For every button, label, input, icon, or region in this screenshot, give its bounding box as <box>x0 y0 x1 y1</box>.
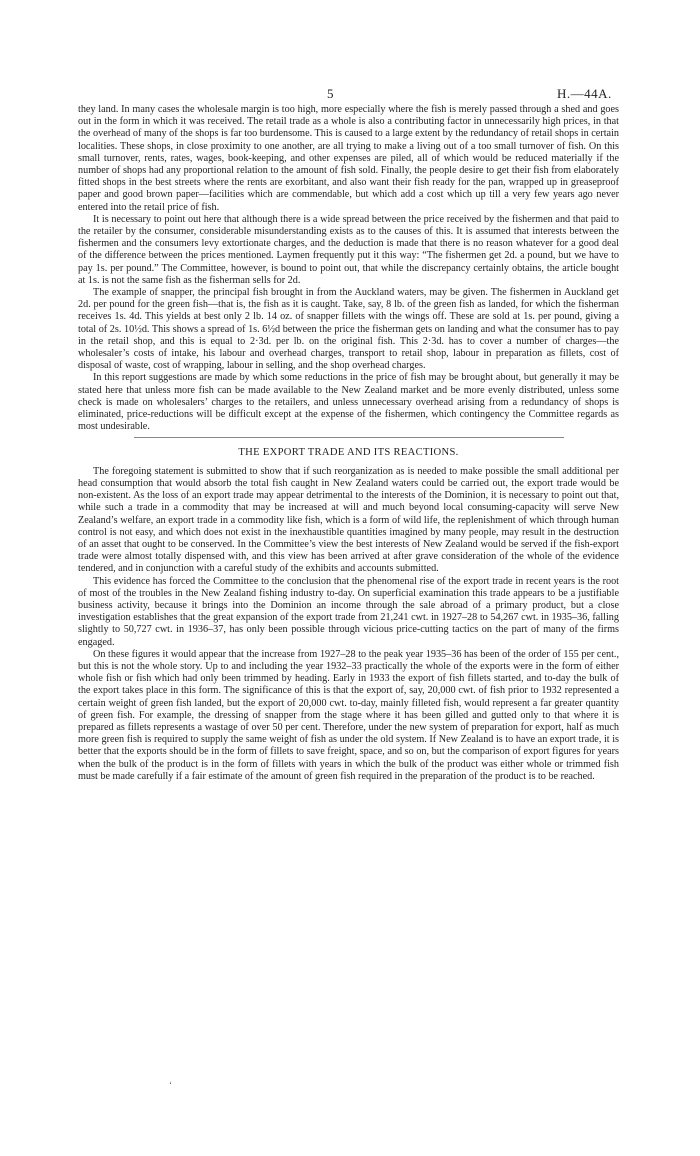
stray-mark: ‘ <box>169 1080 172 1090</box>
page-header <box>0 86 700 106</box>
document-code: H.—44A. <box>557 86 612 101</box>
section-heading: THE EXPORT TRADE AND ITS REACTIONS. <box>238 447 459 459</box>
paragraph: It is necessary to point out here that although there is a wide spread between the price received by the fishermen and that paid to the retailer by the consumer, considerable misunderstanding exists as to the causes of this. It is assumed that interests between the fishermen and the consumers levy extortionate charges, and the deduction is made that there is no reason whatever for a good deal of the difference between the prices mentioned. Laymen frequently put it this way: “The fishermen get 2d. a pound, but we have to pay 1s. per pound.” The Committee, however, is bound to point out, that while the discrepancy certainly obtains, the article bought at 1s. is not the same fish as the fisherman sells for 2d. <box>78 213 619 286</box>
paragraph: In this report suggestions are made by which some reductions in the price of fish may be brought about, but generally it may be stated here that unless more fish can be made available to the New Zealand market and be more evenly distributed, unless some check is made on wholesalers’ charges to the retailers, and unless unnecessary overhead arising from a redundancy of shops is eliminated, price-reductions will be difficult except at the expense of the fishermen, which contingency the Committee regards as most undesirable. <box>78 372 619 433</box>
paragraph: This evidence has forced the Committee to the conclusion that the phenomenal rise of the export trade in recent years is the root of most of the troubles in the New Zealand fishing industry to-day. On superficial examination this trade appears to be a justifiable business activity, because it brings into the Dominion an income through the sale abroad of a primary product, but a close investigation establishes that the great expansion of the export trade from 21,241 cwt. in 1927–28 to 54,267 cwt. in 1935–36, falling slightly to 50,727 cwt. in 1936–37, has only been possible through vicious price-cutting tactics on the part of many of the firms engaged. <box>78 575 619 648</box>
section-divider <box>134 437 564 438</box>
paragraph: The foregoing statement is submitted to show that if such reorganization as is needed to make possible the small additional per head consumption that would absorb the total fish caught in New Zealand waters could be carried out, the export trade would be non-existent. As the loss of an export trade may appear detrimental to the interests of the Dominion, it is necessary to point out that, while such a trade in a commodity that may be increased at will and much beyond local consuming-capacity will serve New Zealand’s welfare, an export trade in a commodity like fish, which is a form of wild life, the replenishment of which through human control is not easy, and which does not exist in the inexhaustible quantities imagined by many people, may result in the destruction of an asset that ought to be conserved. In the Committee’s view the best interests of New Zealand would be served if the fish-export trade were almost totally dispensed with, and this view has been arrived at after grave consideration of the whole of the evidence tendered, and in conjunction with a careful study of the exhibits and accounts submitted. <box>78 465 619 575</box>
paragraph: The example of snapper, the principal fish brought in from the Auckland waters, may be given. The fishermen in Auckland get 2d. per pound for the green fish—that is, the fish as it is caught. Take, say, 8 lb. of the green fish as landed, for which the fisherman receives 1s. 4d. This yields at best only 2 lb. 14 oz. of snapper fillets with the wings off. These are sold at 1s. per pound, giving a total of 2s. 10½d. This shows a spread of 1s. 6½d between the price the fisherman gets on landing and what the consumer has to pay in the retail shop, and this is equal to 2·3d. per lb. on the original fish. This 2·3d. has to cover a number of charges—the wholesaler’s costs of intake, his labour and overhead charges, transport to retail shop, labour in preparation as fillets, cost of disposal of waste, cost of wrapping, labour in selling, and the shop overhead charges. <box>78 287 619 372</box>
paragraph: On these figures it would appear that the increase from 1927–28 to the peak year 1935–36 has been of the order of 155 per cent., but this is not the whole story. Up to and including the year 1932–33 practically the whole of the exports were in the form of either whole fish or fish which had only been trimmed by heading. Early in 1933 the export of fish fillets started, and to-day the bulk of the export takes place in this form. The significance of this is that the export of, say, 20,000 cwt. of fish prior to 1932 represented a certain weight of green fish landed, but the export of 20,000 cwt. to-day, mainly filleted fish, would represent a far greater quantity of green fish. For example, the dressing of snapper from the stage where it has been gilled and gutted only to that where it is prepared as fillets represents a wastage of over 50 per cent. Therefore, under the new system of preparation for export, half as much more green fish is required to supply the same weight of fish as under the old system. If New Zealand is to have an export trade, it is better that the exports should be in the form of fillets to save freight, space, and so on, but the comparison of export figures for years when the bulk of the product is in the form of fillets with years in which the bulk of the product was either whole or trimmed fish must be made carefully if a fair estimate of the amount of green fish required in the preparation of the product is to be reached. <box>78 648 619 782</box>
body-text <box>78 104 619 783</box>
page-number: 5 <box>327 86 334 101</box>
paragraph-continued: they land. In many cases the wholesale margin is too high, more especially where the fish is merely passed through a shed and goes out in the form in which it was received. The retail trade as a whole is also a contributing factor in unnecessarily high prices, in that the overhead of many of the shops is far too burdensome. This is caused to a large extent by the redundancy of retail shops in certain localities. These shops, in close proximity to one another, are all trying to make a living out of a too small turnover of fish. On this small turnover, rents, rates, wages, book-keeping, and other expenses are piled, all of which would be reduced materially if the number of shops had any proportional relation to the amount of fish sold. Finally, the people desire to get their fish from elaborately fitted shops in the best streets where the rents are exorbitant, and also want their fish ready for the pan, wrapped up in greaseproof paper and good brown paper—facilities which are commendable, but which add a cost which up till a very few years ago never entered into the retail price of fish. <box>78 104 619 213</box>
